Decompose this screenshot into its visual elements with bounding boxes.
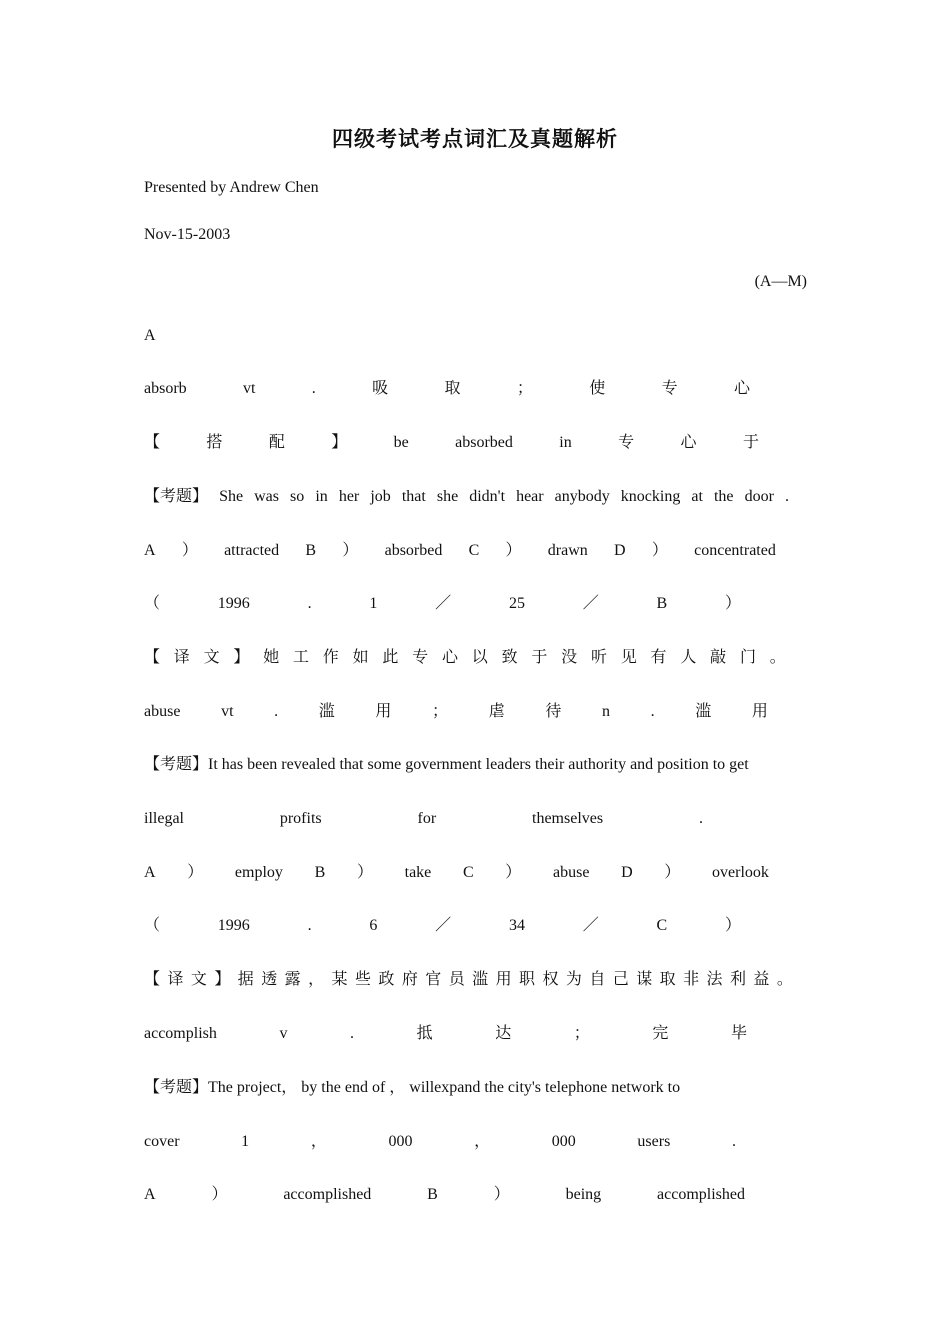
token: 。 (769, 649, 786, 666)
token: 滥 (472, 971, 489, 988)
token: take (404, 864, 432, 881)
token: B (305, 542, 317, 559)
token: ） (493, 1186, 510, 1203)
token: 34 (508, 917, 525, 934)
token: 致 (501, 649, 518, 666)
token: （ (144, 917, 161, 934)
token: 某 (331, 971, 348, 988)
token: attracted (224, 542, 280, 559)
token: ） (505, 542, 522, 559)
token: 见 (620, 649, 637, 666)
token: ） (724, 917, 741, 934)
token: 专 (412, 649, 429, 666)
token: . (350, 1025, 355, 1042)
token: She (219, 488, 244, 505)
absorb-translation (144, 647, 786, 669)
token: 用 (495, 971, 512, 988)
token: 以 (471, 649, 488, 666)
token: 人 (680, 649, 697, 666)
token: 】 (214, 971, 231, 988)
token: 员 (448, 971, 465, 988)
token: 法 (706, 971, 723, 988)
token: at (691, 488, 703, 505)
token: 她 (263, 649, 280, 666)
token: employ (234, 864, 283, 881)
token: B (427, 1186, 438, 1203)
abuse-source (144, 915, 741, 937)
token: 如 (352, 649, 369, 666)
token: . (698, 810, 703, 827)
token: that (401, 488, 426, 505)
token: 听 (590, 649, 607, 666)
accomplish-question-line2 (144, 1131, 736, 1153)
token: 没 (561, 649, 578, 666)
token: 门 (739, 649, 756, 666)
token: vt (243, 380, 256, 397)
token: 己 (612, 971, 629, 988)
token: absorbed (384, 542, 443, 559)
token: A (144, 864, 156, 881)
token: . (307, 917, 312, 934)
token: accomplished (283, 1186, 372, 1203)
token: 【 (144, 434, 161, 451)
abuse-definition (144, 701, 768, 723)
token: 滥 (695, 703, 712, 720)
token: v (279, 1025, 288, 1042)
token: illegal (144, 810, 184, 827)
token: 敲 (710, 649, 727, 666)
token: 】 (331, 434, 348, 451)
token: 译 (173, 649, 190, 666)
token: so (290, 488, 305, 505)
token: 滥 (318, 703, 335, 720)
token: . (274, 703, 279, 720)
token: 权 (542, 971, 559, 988)
token: 1 (369, 595, 378, 612)
token: 文 (203, 649, 220, 666)
token: ） (356, 864, 373, 881)
token: the (713, 488, 734, 505)
token: ） (187, 864, 204, 881)
token: job (370, 488, 391, 505)
token: accomplish (144, 1025, 217, 1042)
token: 25 (508, 595, 525, 612)
token: vt (221, 703, 234, 720)
token: ， (308, 971, 325, 988)
token: be (393, 434, 409, 451)
token: ） (724, 595, 741, 612)
abuse-options (144, 862, 769, 884)
section-letter: A (144, 327, 156, 344)
token: ） (651, 542, 668, 559)
token: C (468, 542, 480, 559)
token: 作 (322, 649, 339, 666)
token: 心 (680, 434, 697, 451)
range-label: (A—M) (754, 273, 807, 290)
token: 据 (237, 971, 254, 988)
token: 译 (167, 971, 184, 988)
token: hear (516, 488, 544, 505)
abuse-translation (144, 969, 793, 991)
token: . (731, 1133, 736, 1150)
token: 待 (545, 703, 562, 720)
token: drawn (547, 542, 588, 559)
token: 1996 (217, 595, 250, 612)
token: 【 (144, 649, 161, 666)
token: . (784, 488, 789, 505)
token: C (656, 917, 668, 934)
token: 】 (233, 649, 250, 666)
absorb-question (144, 486, 789, 508)
token: her (338, 488, 360, 505)
token: 官 (425, 971, 442, 988)
token: 取 (444, 380, 461, 397)
token: ／ (582, 917, 599, 934)
token: 些 (354, 971, 371, 988)
token: being (565, 1186, 602, 1203)
abuse-question-line1: 【考题】It has been revealed that some government leaders their authority and position to get (144, 756, 749, 773)
token: 非 (683, 971, 700, 988)
token: 完 (652, 1025, 669, 1042)
presenter-line: Presented by Andrew Chen (144, 179, 319, 196)
absorb-collocation (144, 432, 759, 454)
accomplish-question-line1: 【考题】The project， by the end of ， willexpand the city's telephone network to (144, 1079, 681, 1096)
token: 谋 (636, 971, 653, 988)
token: 【 (144, 971, 161, 988)
token: anybody (554, 488, 610, 505)
token: in (315, 488, 328, 505)
token: door (744, 488, 774, 505)
token: in (559, 434, 572, 451)
token: users (637, 1133, 671, 1150)
token: 透 (261, 971, 278, 988)
token: themselves (532, 810, 604, 827)
token: ； (516, 380, 533, 397)
token: ； (432, 703, 449, 720)
token: （ (144, 595, 161, 612)
token: ／ (435, 595, 452, 612)
token: ） (664, 864, 681, 881)
token: 取 (659, 971, 676, 988)
page-title: 四级考试考点词汇及真题解析 (332, 127, 618, 151)
token: 利 (729, 971, 746, 988)
token: 于 (531, 649, 548, 666)
token: accomplished (657, 1186, 745, 1203)
token: 用 (375, 703, 392, 720)
token: 职 (519, 971, 536, 988)
token: 1 (241, 1133, 250, 1150)
token: C (462, 864, 474, 881)
token: absorbed (455, 434, 513, 451)
token: ） (181, 542, 198, 559)
token: 府 (401, 971, 418, 988)
token: 毕 (730, 1025, 747, 1042)
token: ， (474, 1133, 491, 1150)
absorb-definition (144, 378, 750, 400)
token: 为 (565, 971, 582, 988)
token: cover (144, 1133, 180, 1150)
token: 1996 (217, 917, 250, 934)
token: B (314, 864, 326, 881)
token: absorb (144, 380, 187, 397)
token: . (311, 380, 316, 397)
token: was (254, 488, 279, 505)
token: D (621, 864, 633, 881)
token: . (307, 595, 312, 612)
token: 自 (589, 971, 606, 988)
token: 达 (495, 1025, 512, 1042)
token: 000 (551, 1133, 576, 1150)
token: A (144, 542, 156, 559)
token: 000 (388, 1133, 413, 1150)
token: ） (342, 542, 359, 559)
token: 专 (661, 380, 678, 397)
token: 心 (733, 380, 750, 397)
token: 用 (751, 703, 768, 720)
token: 有 (650, 649, 667, 666)
token: abuse (144, 703, 181, 720)
token: 虐 (488, 703, 505, 720)
token: knocking (620, 488, 681, 505)
token: ） (505, 864, 522, 881)
abuse-question-line2 (144, 808, 703, 830)
token: 文 (190, 971, 207, 988)
token: 6 (369, 917, 378, 934)
accomplish-options (144, 1184, 745, 1206)
token: abuse (552, 864, 590, 881)
token: 于 (742, 434, 759, 451)
token: profits (279, 810, 322, 827)
token: 心 (441, 649, 458, 666)
token: ； (573, 1025, 590, 1042)
absorb-source (144, 593, 741, 615)
token: 。 (776, 971, 793, 988)
token: D (614, 542, 626, 559)
token: ／ (435, 917, 452, 934)
token: overlook (712, 864, 769, 881)
token: n (601, 703, 610, 720)
token: for (417, 810, 437, 827)
token: ／ (582, 595, 599, 612)
token: she (436, 488, 459, 505)
token: 使 (589, 380, 606, 397)
token: 工 (292, 649, 309, 666)
token: 吸 (372, 380, 389, 397)
token: 抵 (416, 1025, 433, 1042)
accomplish-definition (144, 1023, 747, 1045)
token: 政 (378, 971, 395, 988)
token: ） (211, 1186, 228, 1203)
token: 配 (268, 434, 285, 451)
token: 【考题】 (144, 488, 209, 505)
token: 益 (753, 971, 770, 988)
token: A (144, 1186, 156, 1203)
token: 专 (618, 434, 635, 451)
token: 搭 (206, 434, 223, 451)
token: concentrated (694, 542, 776, 559)
token: B (656, 595, 668, 612)
token: 露 (284, 971, 301, 988)
token: didn't (469, 488, 506, 505)
token: 此 (382, 649, 399, 666)
date-line: Nov-15-2003 (144, 226, 231, 243)
absorb-options (144, 540, 776, 562)
token: . (650, 703, 655, 720)
token: ， (310, 1133, 327, 1150)
